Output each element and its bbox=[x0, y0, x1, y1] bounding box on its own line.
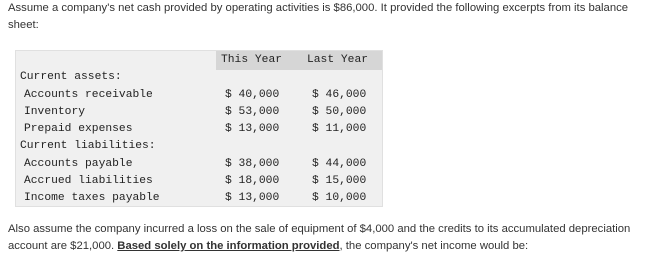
row-last-year: $ 46,000 bbox=[312, 89, 367, 101]
row-this-year: $ 13,000 bbox=[225, 123, 280, 135]
row-last-year: $ 11,000 bbox=[312, 123, 367, 135]
row-label: Accounts payable bbox=[24, 158, 133, 170]
header-this-year: This Year bbox=[221, 54, 283, 66]
row-this-year: $ 53,000 bbox=[225, 106, 280, 118]
row-label: Income taxes payable bbox=[24, 192, 160, 204]
row-last-year: $ 44,000 bbox=[312, 158, 367, 170]
question-text: Also assume the company incurred a loss on the sale of equipment of $4,000 and the credits to its accumulated depreciation account are $21,000. bbox=[8, 223, 631, 252]
row-label: Prepaid expenses bbox=[24, 123, 133, 135]
question-ending: , the company's net income would be: bbox=[339, 240, 529, 252]
header-last-year: Last Year bbox=[307, 54, 369, 66]
row-last-year: $ 15,000 bbox=[312, 175, 367, 187]
question-paragraph bbox=[8, 221, 654, 255]
section-current-liabilities: Current liabilities: bbox=[20, 140, 156, 152]
balance-sheet-excerpt bbox=[15, 50, 383, 207]
section-current-assets: Current assets: bbox=[20, 71, 122, 83]
row-this-year: $ 18,000 bbox=[225, 175, 280, 187]
row-this-year: $ 38,000 bbox=[225, 158, 280, 170]
row-last-year: $ 10,000 bbox=[312, 192, 367, 204]
row-label: Accrued liabilities bbox=[24, 175, 153, 187]
row-last-year: $ 50,000 bbox=[312, 106, 367, 118]
row-this-year: $ 13,000 bbox=[225, 192, 280, 204]
intro-paragraph: Assume a company's net cash provided by operating activities is $86,000. It provided the following excerpts from its balance sheet: bbox=[8, 2, 629, 31]
row-this-year: $ 40,000 bbox=[225, 89, 280, 101]
emphasis-text: Based solely on the information provided bbox=[117, 240, 340, 252]
row-label: Accounts receivable bbox=[24, 89, 153, 101]
row-label: Inventory bbox=[24, 106, 86, 118]
